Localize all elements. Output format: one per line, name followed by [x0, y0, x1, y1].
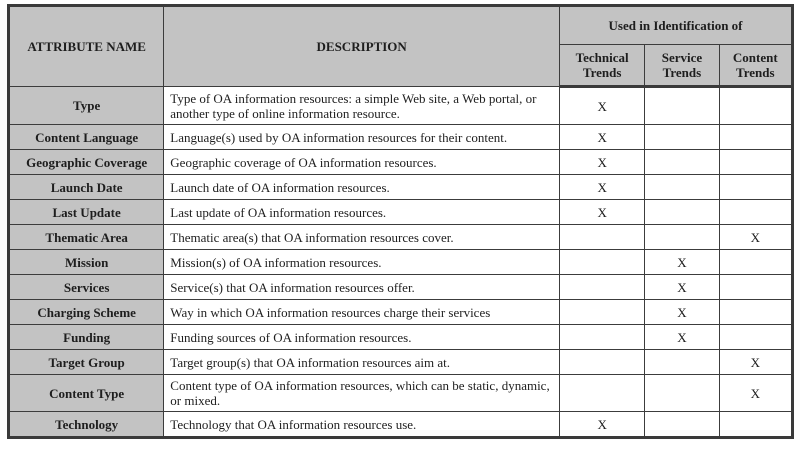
technical-trends-cell: X — [560, 87, 645, 125]
description-cell: Funding sources of OA information resources. — [164, 325, 560, 350]
service-trends-cell — [645, 350, 719, 375]
service-trends-cell — [645, 125, 719, 150]
description-cell: Technology that OA information resources use. — [164, 412, 560, 438]
attribute-name-cell: Launch Date — [9, 175, 164, 200]
technical-trends-cell: X — [560, 200, 645, 225]
attribute-table-container — [7, 4, 794, 439]
table-row — [9, 350, 793, 375]
header-attribute-name: ATTRIBUTE NAME — [9, 6, 164, 87]
technical-trends-cell — [560, 225, 645, 250]
content-trends-cell — [719, 412, 792, 438]
header-content-trends — [719, 45, 792, 87]
service-trends-cell — [645, 150, 719, 175]
description-cell: Type of OA information resources: a simple Web site, a Web portal, or another type of online information resource. — [164, 87, 560, 125]
table-row — [9, 175, 793, 200]
attribute-table — [7, 4, 794, 439]
description-cell: Content type of OA information resources, which can be static, dynamic, or mixed. — [164, 375, 560, 412]
service-trends-cell: X — [645, 325, 719, 350]
description-cell: Target group(s) that OA information resources aim at. — [164, 350, 560, 375]
technical-trends-cell — [560, 250, 645, 275]
attribute-name-cell: Content Language — [9, 125, 164, 150]
technical-trends-cell — [560, 350, 645, 375]
table-row — [9, 225, 793, 250]
service-trends-cell — [645, 412, 719, 438]
attribute-name-cell: Services — [9, 275, 164, 300]
service-trends-cell — [645, 225, 719, 250]
description-cell: Geographic coverage of OA information resources. — [164, 150, 560, 175]
attribute-name-cell: Last Update — [9, 200, 164, 225]
technical-trends-cell: X — [560, 150, 645, 175]
header-service-line2: Trends — [662, 65, 702, 80]
attribute-name-cell: Technology — [9, 412, 164, 438]
content-trends-cell — [719, 175, 792, 200]
attribute-name-cell: Mission — [9, 250, 164, 275]
service-trends-cell: X — [645, 300, 719, 325]
attribute-name-cell: Geographic Coverage — [9, 150, 164, 175]
attribute-name-cell: Charging Scheme — [9, 300, 164, 325]
description-cell: Thematic area(s) that OA information resources cover. — [164, 225, 560, 250]
content-trends-cell — [719, 250, 792, 275]
content-trends-cell — [719, 87, 792, 125]
header-used-in-identification: Used in Identification of — [560, 6, 793, 45]
service-trends-cell: X — [645, 275, 719, 300]
description-cell: Way in which OA information resources charge their services — [164, 300, 560, 325]
technical-trends-cell — [560, 275, 645, 300]
header-service-trends — [645, 45, 719, 87]
content-trends-cell — [719, 325, 792, 350]
header-description: DESCRIPTION — [164, 6, 560, 87]
description-cell: Launch date of OA information resources. — [164, 175, 560, 200]
technical-trends-cell: X — [560, 175, 645, 200]
table-row — [9, 87, 793, 125]
attribute-name-cell: Target Group — [9, 350, 164, 375]
content-trends-cell: X — [719, 350, 792, 375]
content-trends-cell — [719, 300, 792, 325]
technical-trends-cell: X — [560, 412, 645, 438]
service-trends-cell — [645, 87, 719, 125]
table-row — [9, 125, 793, 150]
table-row — [9, 250, 793, 275]
table-row — [9, 200, 793, 225]
table-row — [9, 412, 793, 438]
service-trends-cell — [645, 375, 719, 412]
attribute-name-cell: Content Type — [9, 375, 164, 412]
attribute-name-cell: Type — [9, 87, 164, 125]
attribute-name-cell: Thematic Area — [9, 225, 164, 250]
table-row — [9, 375, 793, 412]
content-trends-cell — [719, 200, 792, 225]
technical-trends-cell — [560, 375, 645, 412]
table-row — [9, 325, 793, 350]
description-cell: Last update of OA information resources. — [164, 200, 560, 225]
description-cell: Mission(s) of OA information resources. — [164, 250, 560, 275]
technical-trends-cell — [560, 325, 645, 350]
content-trends-cell: X — [719, 225, 792, 250]
service-trends-cell — [645, 175, 719, 200]
content-trends-cell: X — [719, 375, 792, 412]
header-technical-line1: Technical — [575, 50, 629, 65]
service-trends-cell: X — [645, 250, 719, 275]
service-trends-cell — [645, 200, 719, 225]
header-content-line2: Trends — [736, 65, 775, 80]
table-row — [9, 300, 793, 325]
technical-trends-cell — [560, 300, 645, 325]
header-technical-trends — [560, 45, 645, 87]
table-row — [9, 275, 793, 300]
attribute-name-cell: Funding — [9, 325, 164, 350]
description-cell: Language(s) used by OA information resources for their content. — [164, 125, 560, 150]
content-trends-cell — [719, 150, 792, 175]
header-technical-line2: Trends — [582, 65, 622, 80]
header-content-line1: Content — [732, 50, 778, 65]
header-service-line1: Service — [661, 50, 703, 65]
content-trends-cell — [719, 125, 792, 150]
content-trends-cell — [719, 275, 792, 300]
table-body — [9, 87, 793, 438]
table-row — [9, 150, 793, 175]
description-cell: Service(s) that OA information resources offer. — [164, 275, 560, 300]
technical-trends-cell: X — [560, 125, 645, 150]
